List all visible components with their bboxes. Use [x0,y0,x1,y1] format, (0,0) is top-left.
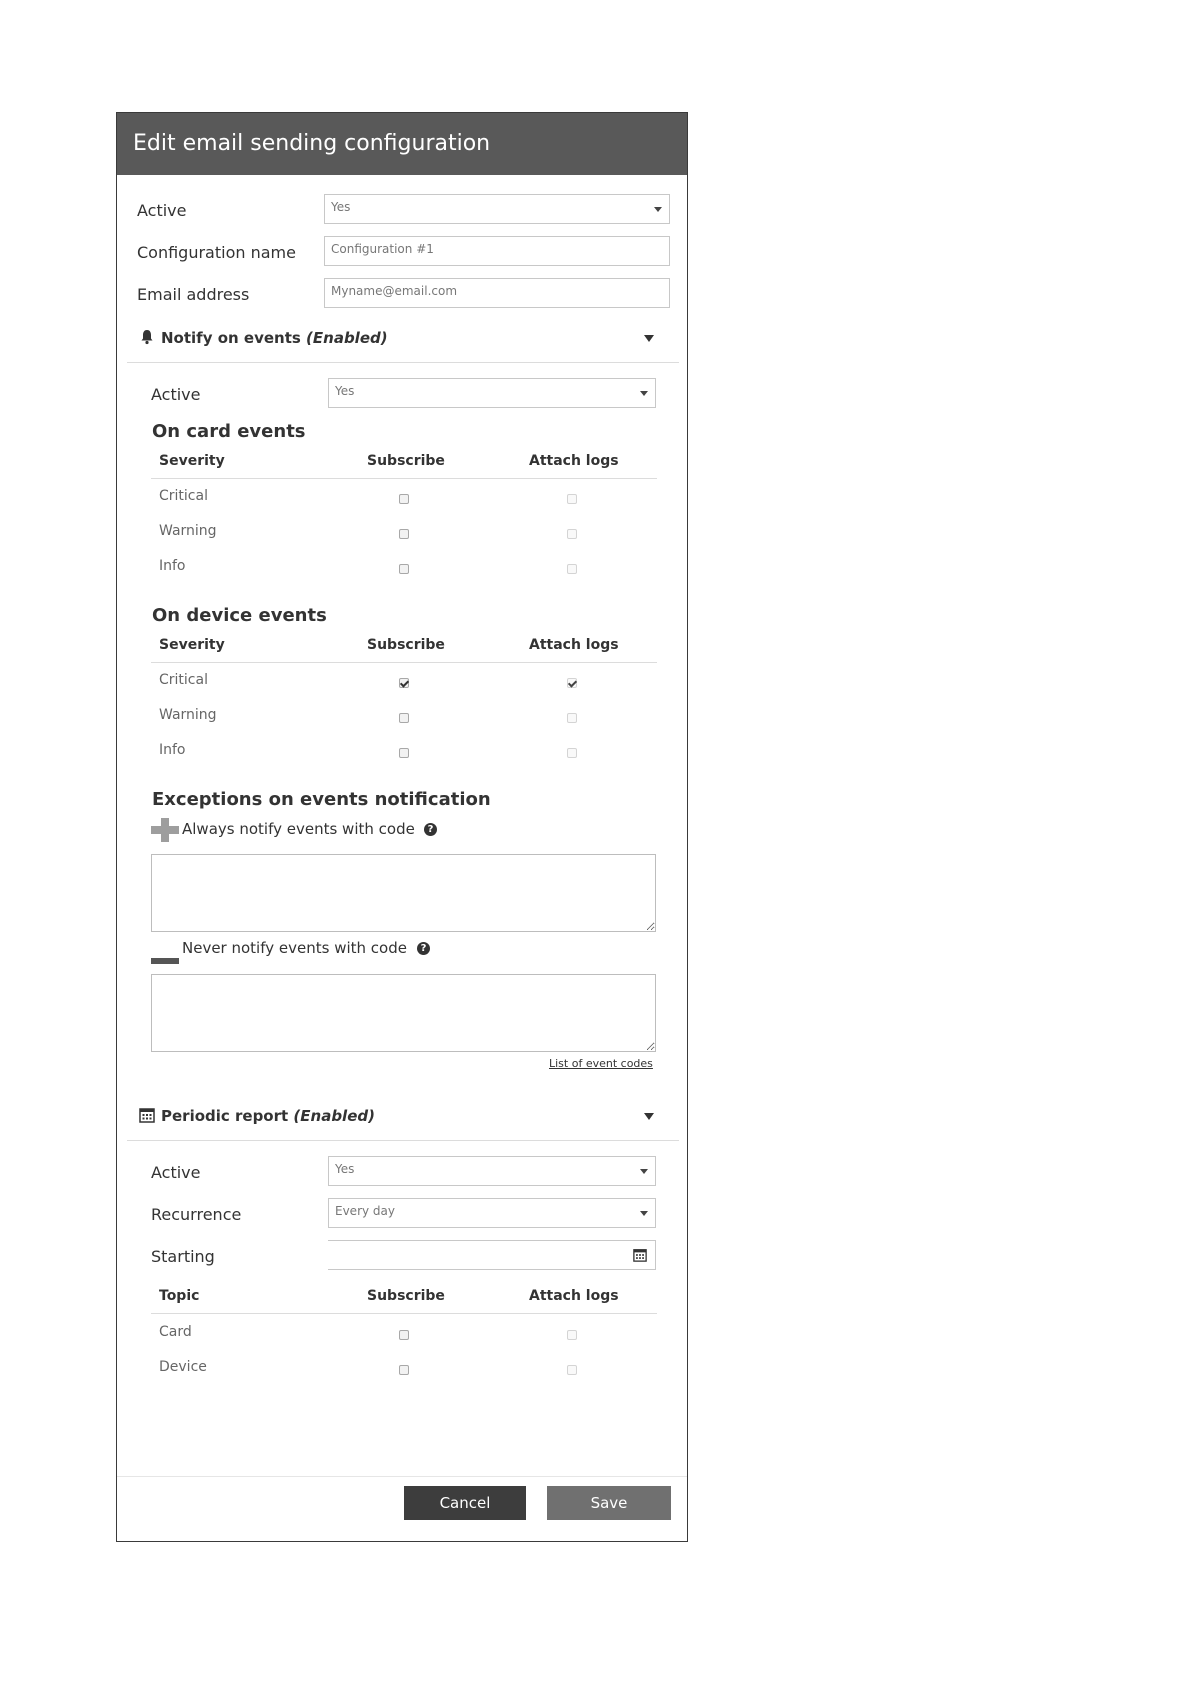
active-select-value: Yes [331,200,351,214]
device-row-warning-label: Warning [159,707,217,723]
email-label: Email address [137,285,250,304]
periodic-divider [127,1140,679,1141]
notify-active-label: Active [151,385,201,404]
notify-section-toggle[interactable] [161,329,388,347]
config-name-value: Configuration #1 [331,242,434,256]
periodic-section-title: Periodic report [161,1107,289,1125]
topic-header-subscribe: Subscribe [367,1288,445,1304]
starting-date-input[interactable] [328,1240,656,1270]
device-info-attach-checkbox[interactable] [567,748,577,758]
card-events-title: On card events [152,421,306,442]
device-header-attach: Attach logs [529,637,619,653]
card-row-warning-label: Warning [159,523,217,539]
device-row-critical-label: Critical [159,672,208,688]
dialog-title: Edit email sending configuration [117,113,687,175]
email-input[interactable] [324,278,670,308]
cancel-button[interactable]: Cancel [404,1486,526,1520]
email-value: Myname@email.com [331,284,458,298]
periodic-active-value: Yes [335,1162,355,1176]
periodic-collapse-arrow-icon[interactable] [644,1113,654,1120]
periodic-active-label: Active [151,1163,201,1182]
config-name-input[interactable] [324,236,670,266]
topic-device-subscribe-checkbox[interactable] [399,1365,409,1375]
recurrence-label: Recurrence [151,1205,242,1224]
edit-email-config-dialog [116,112,688,1542]
device-warning-attach-checkbox[interactable] [567,713,577,723]
device-row-info-label: Info [159,742,186,758]
topic-device-attach-checkbox[interactable] [567,1365,577,1375]
topic-card-subscribe-checkbox[interactable] [399,1330,409,1340]
active-select[interactable] [324,194,670,224]
topic-row-card-label: Card [159,1324,192,1340]
config-name-label: Configuration name [137,243,296,262]
card-row-info-label: Info [159,558,186,574]
device-events-title: On device events [152,605,327,626]
device-critical-subscribe-checkbox[interactable] [399,678,409,688]
bell-icon [139,329,155,345]
exceptions-title: Exceptions on events notification [152,789,491,810]
card-table-divider [151,478,657,479]
card-header-severity: Severity [159,453,225,469]
device-info-subscribe-checkbox[interactable] [399,748,409,758]
device-header-subscribe: Subscribe [367,637,445,653]
active-label: Active [137,201,187,220]
card-info-subscribe-checkbox[interactable] [399,564,409,574]
topic-table-divider [151,1313,657,1314]
plus-icon[interactable] [151,818,179,842]
recurrence-select[interactable] [328,1198,656,1228]
card-critical-attach-checkbox[interactable] [567,494,577,504]
periodic-active-select[interactable] [328,1156,656,1186]
card-warning-attach-checkbox[interactable] [567,529,577,539]
card-row-critical-label: Critical [159,488,208,504]
device-header-severity: Severity [159,637,225,653]
never-notify-help-icon[interactable]: ? [417,942,430,955]
notify-section-title: Notify on events [161,329,301,347]
always-notify-textarea[interactable] [151,854,656,932]
notify-divider [127,362,679,363]
footer-divider [117,1476,687,1477]
device-critical-attach-checkbox[interactable] [567,678,577,688]
notify-active-value: Yes [335,384,355,398]
topic-row-device-label: Device [159,1359,207,1375]
card-critical-subscribe-checkbox[interactable] [399,494,409,504]
event-codes-link[interactable]: List of event codes [549,1057,653,1070]
card-info-attach-checkbox[interactable] [567,564,577,574]
periodic-section-status: (Enabled) [293,1107,375,1125]
topic-header-topic: Topic [159,1288,200,1304]
notify-active-select[interactable] [328,378,656,408]
never-notify-textarea[interactable] [151,974,656,1052]
starting-calendar-icon[interactable] [633,1248,647,1262]
device-warning-subscribe-checkbox[interactable] [399,713,409,723]
card-header-subscribe: Subscribe [367,453,445,469]
notify-collapse-arrow-icon[interactable] [644,335,654,342]
minus-icon[interactable] [151,949,179,955]
card-header-attach: Attach logs [529,453,619,469]
recurrence-value: Every day [335,1204,395,1218]
card-warning-subscribe-checkbox[interactable] [399,529,409,539]
calendar-icon [139,1107,155,1123]
save-button[interactable]: Save [547,1486,671,1520]
always-notify-label: Always notify events with code [182,820,415,838]
topic-header-attach: Attach logs [529,1288,619,1304]
device-table-divider [151,662,657,663]
notify-section-status: (Enabled) [306,329,388,347]
always-notify-help-icon[interactable]: ? [424,823,437,836]
periodic-section-toggle[interactable] [161,1107,375,1125]
starting-label: Starting [151,1247,215,1266]
never-notify-label: Never notify events with code [182,939,407,957]
topic-card-attach-checkbox[interactable] [567,1330,577,1340]
